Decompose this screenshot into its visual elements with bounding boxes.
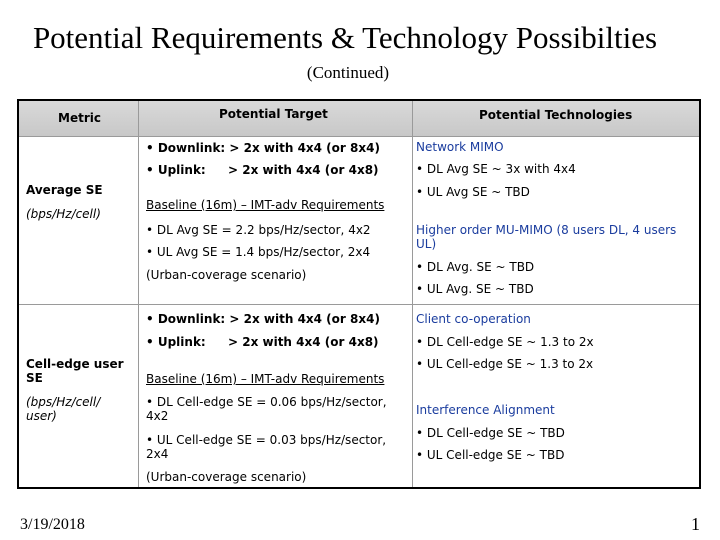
target-dl-avg-se: • DL Avg SE = 2.2 bps/Hz/sector, 4x2 — [146, 223, 371, 237]
metric-average-se-unit: (bps/Hz/cell) — [26, 207, 101, 221]
slide-date: 3/19/2018 — [20, 516, 85, 533]
tech-interference-alignment: Interference Alignment — [416, 403, 555, 417]
row-divider — [19, 304, 699, 305]
column-divider — [138, 101, 139, 487]
tech-ul-cell-edge-se-tbd: • UL Cell-edge SE ~ TBD — [416, 448, 565, 462]
tech-client-cooperation: Client co-operation — [416, 312, 531, 326]
header-potential-target: Potential Target — [219, 107, 328, 121]
target-ul-avg-se: • UL Avg SE = 1.4 bps/Hz/sector, 2x4 — [146, 245, 371, 259]
tech-network-mimo: Network MIMO — [416, 140, 504, 154]
metric-cell-edge-se: Cell-edge user SE — [26, 357, 124, 385]
tech-dl-avg-se: • DL Avg SE ~ 3x with 4x4 — [416, 162, 576, 176]
tech-ul-avg-se: • UL Avg SE ~ TBD — [416, 185, 530, 199]
target-uplink-label: • Uplink: — [146, 163, 206, 177]
target-downlink: • Downlink: > 2x with 4x4 (or 8x4) — [146, 141, 380, 155]
target-uplink-value: > 2x with 4x4 (or 4x8) — [228, 163, 379, 177]
tech-dl-cell-edge-se: • DL Cell-edge SE ~ 1.3 to 2x — [416, 335, 594, 349]
slide-page-number: 1 — [691, 514, 700, 534]
tech-ul-cell-edge-se: • UL Cell-edge SE ~ 1.3 to 2x — [416, 357, 594, 371]
tech-dl-avg-se-tbd: • DL Avg. SE ~ TBD — [416, 260, 535, 274]
header-metric: Metric — [58, 111, 101, 125]
slide-subtitle: (Continued) — [306, 63, 390, 82]
target-dl-cell-edge-se: • DL Cell-edge SE = 0.06 bps/Hz/sector, 4x2 — [146, 395, 387, 423]
header-divider — [19, 136, 699, 137]
target-baseline-2: Baseline (16m) – IMT-adv Requirements — [146, 372, 385, 386]
metric-cell-edge-se-unit: (bps/Hz/cell/ user) — [26, 395, 101, 423]
target-baseline: Baseline (16m) – IMT-adv Requirements — [146, 198, 385, 212]
metric-average-se: Average SE — [26, 183, 103, 197]
target-scenario-2: (Urban-coverage scenario) — [146, 470, 307, 484]
target-ul-cell-edge-se: • UL Cell-edge SE = 0.03 bps/Hz/sector, 2x4 — [146, 433, 387, 461]
target-scenario: (Urban-coverage scenario) — [146, 268, 307, 282]
tech-mu-mimo: Higher order MU-MIMO (8 users DL, 4 users UL) — [416, 223, 677, 251]
tech-ul-avg-se-tbd: • UL Avg. SE ~ TBD — [416, 282, 534, 296]
tech-dl-cell-edge-se-tbd: • DL Cell-edge SE ~ TBD — [416, 426, 565, 440]
target-uplink-value-2: > 2x with 4x4 (or 4x8) — [228, 335, 379, 349]
column-divider — [412, 101, 413, 487]
header-potential-technologies: Potential Technologies — [479, 108, 633, 122]
target-downlink-2: • Downlink: > 2x with 4x4 (or 8x4) — [146, 312, 380, 326]
requirements-table — [17, 99, 701, 489]
target-uplink-label-2: • Uplink: — [146, 335, 206, 349]
slide-title: Potential Requirements & Technology Possibilties — [32, 20, 658, 55]
